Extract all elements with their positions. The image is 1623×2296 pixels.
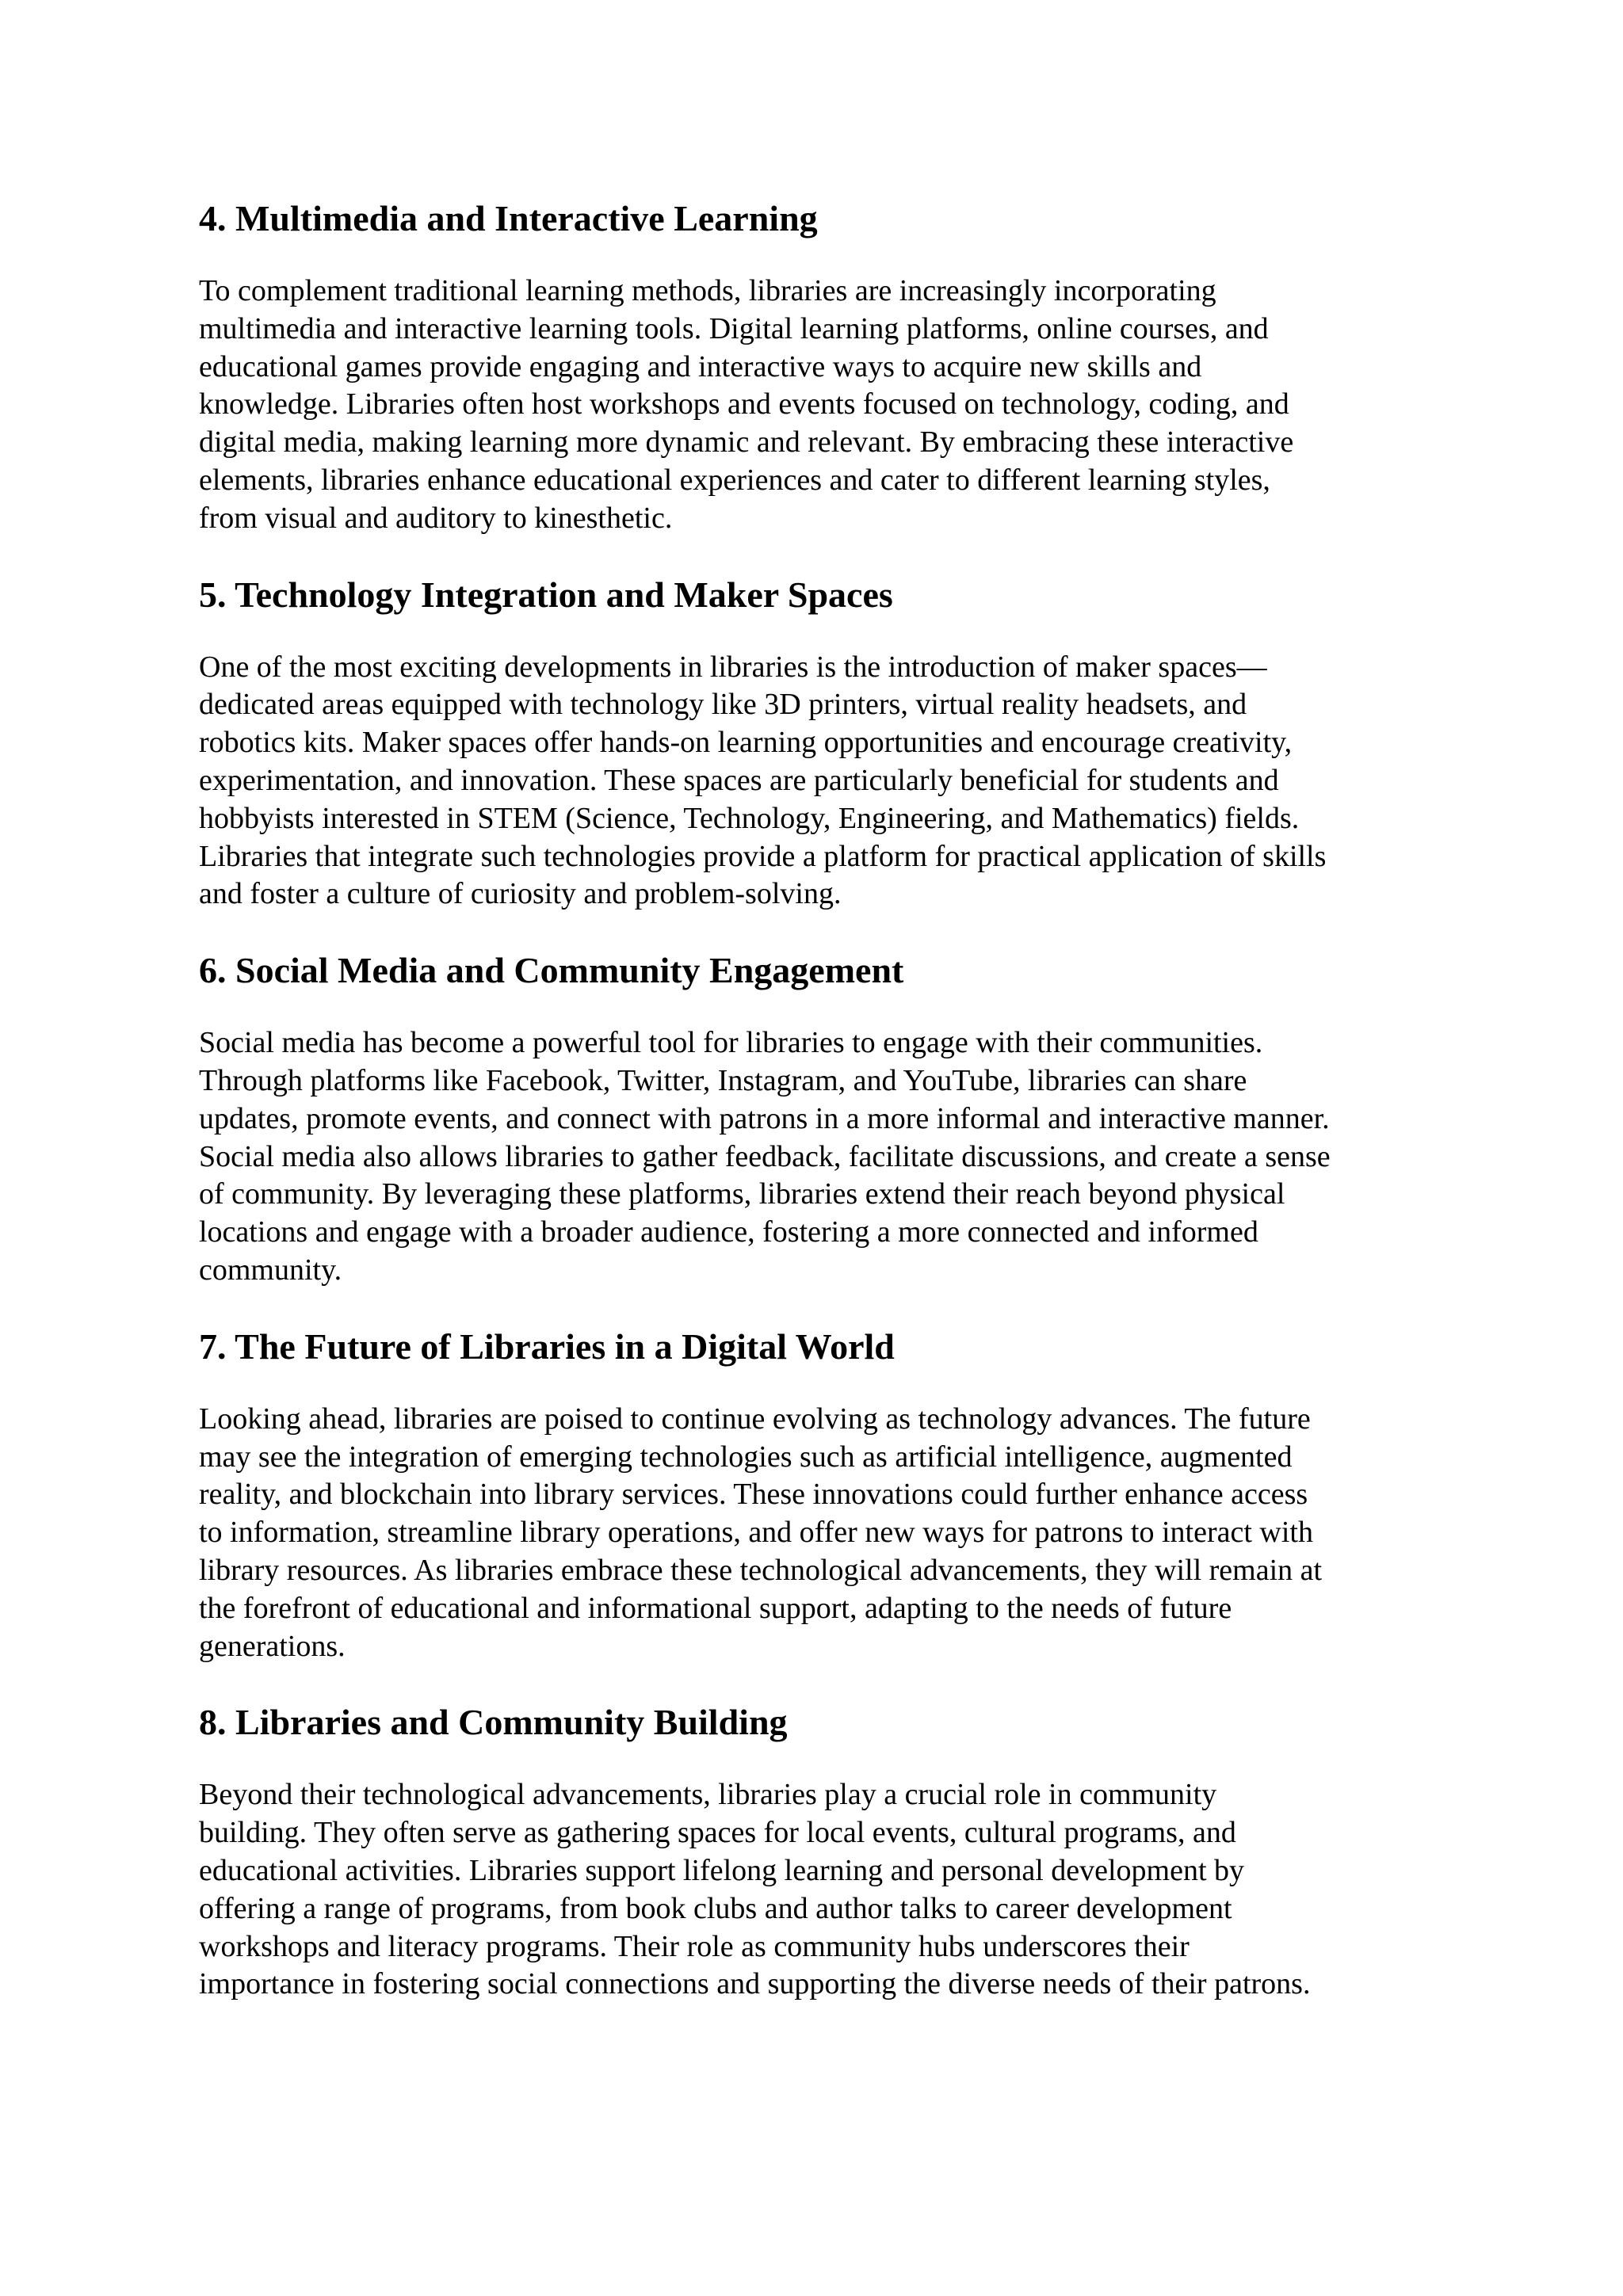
section-paragraph xyxy=(199,1776,1451,2004)
section-heading: 8. Libraries and Community Building xyxy=(199,1702,788,1743)
paragraph-line: Libraries that integrate such technologies provide a platform for practical application of skills xyxy=(199,839,1327,873)
paragraph-line: importance in fostering social connections and supporting the diverse needs of their patrons. xyxy=(199,1967,1311,2001)
paragraph-line: from visual and auditory to kinesthetic. xyxy=(199,501,673,535)
section-heading: 6. Social Media and Community Engagement xyxy=(199,950,904,991)
paragraph-line: educational activities. Libraries support lifelong learning and personal development by xyxy=(199,1853,1245,1887)
paragraph-line: One of the most exciting developments in libraries is the introduction of maker spaces— xyxy=(199,650,1267,684)
paragraph-line: educational games provide engaging and interactive ways to acquire new skills and xyxy=(199,349,1202,383)
section-paragraph xyxy=(199,649,1451,914)
paragraph-line: may see the integration of emerging technologies such as artificial intelligence, augmented xyxy=(199,1440,1293,1474)
paragraph-line: Beyond their technological advancements, libraries play a crucial role in community xyxy=(199,1778,1217,1812)
section-paragraph xyxy=(199,1024,1451,1290)
paragraph-line: To complement traditional learning methods, libraries are increasingly incorporating xyxy=(199,274,1216,307)
section-heading: 7. The Future of Libraries in a Digital World xyxy=(199,1325,895,1367)
paragraph-line: knowledge. Libraries often host workshops and events focused on technology, coding, and xyxy=(199,387,1289,421)
section-paragraph xyxy=(199,1401,1451,1666)
paragraph-line: reality, and blockchain into library services. These innovations could further enhance access xyxy=(199,1478,1308,1512)
paragraph-line: Social media also allows libraries to gather feedback, facilitate discussions, and create a sense xyxy=(199,1139,1331,1173)
section-social-media xyxy=(199,947,1451,1290)
paragraph-line: digital media, making learning more dynamic and relevant. By embracing these interactive xyxy=(199,425,1294,460)
paragraph-line: multimedia and interactive learning tools. Digital learning platforms, online courses, and xyxy=(199,311,1269,345)
paragraph-line: and foster a culture of curiosity and problem-solving. xyxy=(199,877,842,911)
paragraph-line: updates, promote events, and connect with patrons in a more informal and interactive manner. xyxy=(199,1101,1330,1135)
section-multimedia-learning xyxy=(199,195,1451,538)
paragraph-line: Through platforms like Facebook, Twitter, Instagram, and YouTube, libraries can share xyxy=(199,1063,1247,1097)
paragraph-line: Looking ahead, libraries are poised to continue evolving as technology advances. The future xyxy=(199,1402,1311,1436)
paragraph-line: offering a range of programs, from book clubs and author talks to career development xyxy=(199,1891,1232,1925)
paragraph-line: building. They often serve as gathering spaces for local events, cultural programs, and xyxy=(199,1816,1236,1850)
paragraph-line: experimentation, and innovation. These spaces are particularly beneficial for students and xyxy=(199,763,1279,797)
paragraph-line: workshops and literacy programs. Their role as community hubs underscores their xyxy=(199,1929,1190,1963)
paragraph-line: library resources. As libraries embrace these technological advancements, they will remain at xyxy=(199,1553,1323,1587)
paragraph-line: Social media has become a powerful tool for libraries to engage with their communities. xyxy=(199,1026,1263,1060)
paragraph-line: dedicated areas equipped with technology like 3D printers, virtual reality headsets, and xyxy=(199,688,1247,722)
section-community-building xyxy=(199,1699,1451,2004)
paragraph-line: hobbyists interested in STEM (Science, Technology, Engineering, and Mathematics) fields. xyxy=(199,801,1300,835)
paragraph-line: to information, streamline library operations, and offer new ways for patrons to interact with xyxy=(199,1516,1313,1550)
paragraph-line: of community. By leveraging these platforms, libraries extend their reach beyond physical xyxy=(199,1177,1285,1211)
document-page xyxy=(199,195,1451,2037)
paragraph-line: elements, libraries enhance educational experiences and cater to different learning styles, xyxy=(199,463,1270,497)
paragraph-line: robotics kits. Maker spaces offer hands-on learning opportunities and encourage creativity, xyxy=(199,726,1293,760)
section-heading: 4. Multimedia and Interactive Learning xyxy=(199,198,818,238)
paragraph-line: community. xyxy=(199,1253,342,1287)
paragraph-line: generations. xyxy=(199,1629,346,1663)
section-maker-spaces xyxy=(199,571,1451,914)
paragraph-line: locations and engage with a broader audience, fostering a more connected and informed xyxy=(199,1215,1258,1249)
section-paragraph xyxy=(199,273,1451,538)
section-future-libraries xyxy=(199,1323,1451,1666)
section-heading: 5. Technology Integration and Maker Spaces xyxy=(199,574,893,615)
paragraph-line: the forefront of educational and informational support, adapting to the needs of future xyxy=(199,1591,1232,1625)
